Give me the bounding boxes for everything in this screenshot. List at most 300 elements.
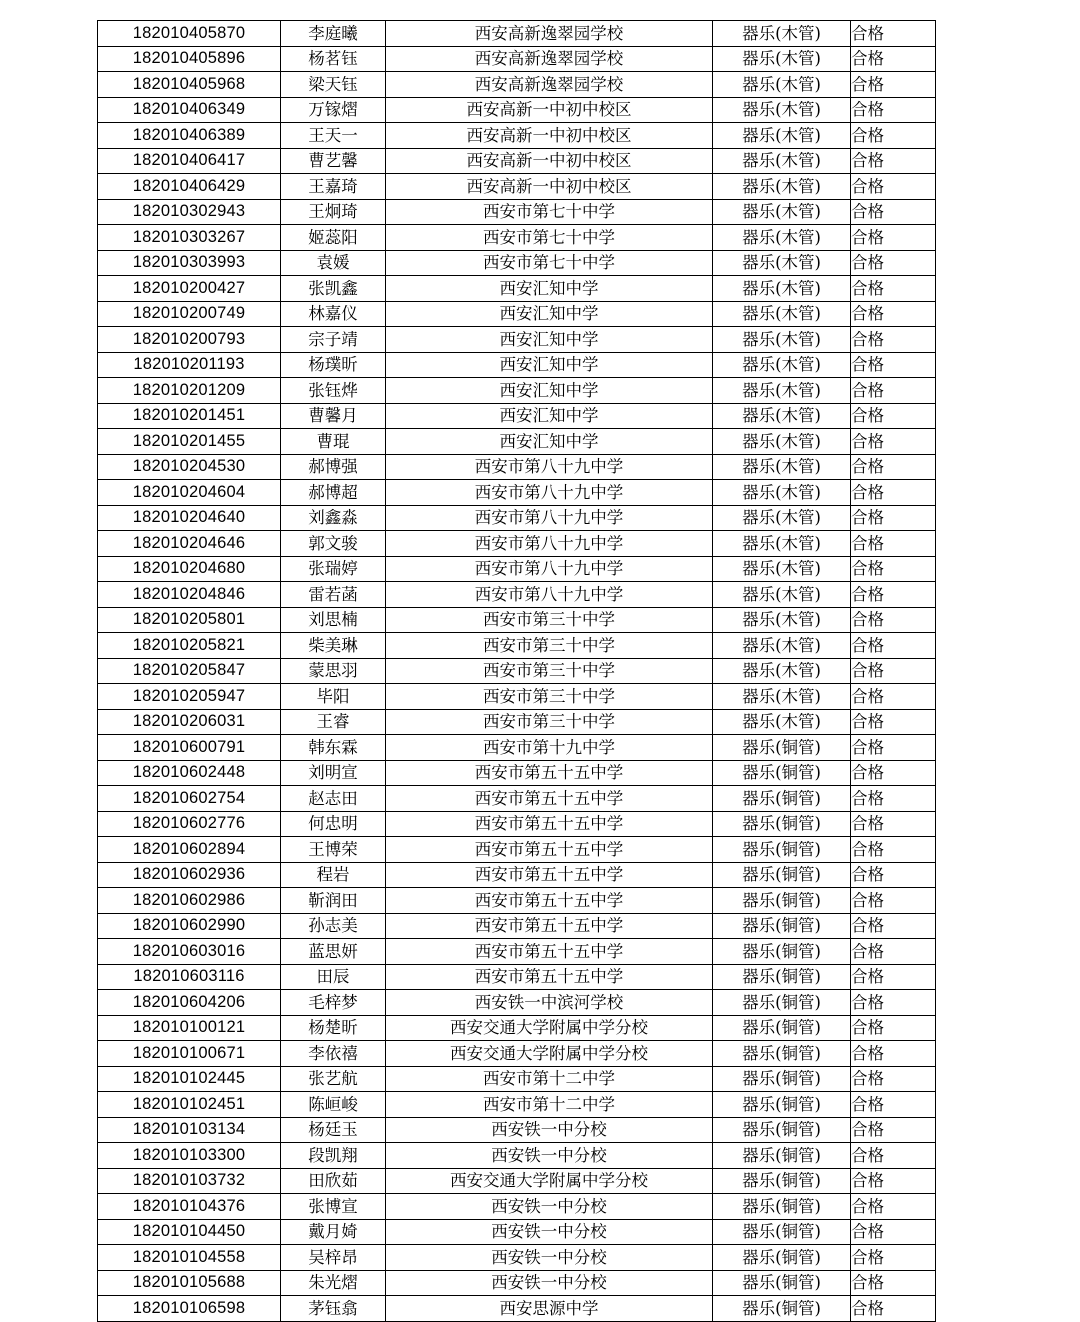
exam-id-cell: 182010103732 <box>98 1168 281 1194</box>
result-cell: 合格 <box>851 276 936 302</box>
exam-id-cell: 182010204604 <box>98 480 281 506</box>
result-cell: 合格 <box>851 454 936 480</box>
table-row <box>98 1117 936 1143</box>
student-name-cell: 张凯鑫 <box>281 276 386 302</box>
student-name-cell: 杨璞昕 <box>281 352 386 378</box>
result-cell: 合格 <box>851 352 936 378</box>
table-row <box>98 760 936 786</box>
category-cell: 器乐(木管) <box>713 21 851 47</box>
table-row <box>98 97 936 123</box>
exam-id-cell: 182010205947 <box>98 684 281 710</box>
result-cell: 合格 <box>851 480 936 506</box>
table-row <box>98 123 936 149</box>
student-name-cell: 曹琨 <box>281 429 386 455</box>
school-cell: 西安高新一中初中校区 <box>386 123 713 149</box>
category-cell: 器乐(木管) <box>713 72 851 98</box>
school-cell: 西安市第七十中学 <box>386 199 713 225</box>
table-row <box>98 888 936 914</box>
school-cell: 西安交通大学附属中学分校 <box>386 1015 713 1041</box>
student-name-cell: 郝博强 <box>281 454 386 480</box>
result-cell: 合格 <box>851 964 936 990</box>
school-cell: 西安市第五十五中学 <box>386 811 713 837</box>
exam-id-cell: 182010303993 <box>98 250 281 276</box>
student-name-cell: 王天一 <box>281 123 386 149</box>
table-row <box>98 1270 936 1296</box>
exam-id-cell: 182010102451 <box>98 1092 281 1118</box>
exam-id-cell: 182010206031 <box>98 709 281 735</box>
student-name-cell: 毛梓梦 <box>281 990 386 1016</box>
school-cell: 西安高新一中初中校区 <box>386 97 713 123</box>
category-cell: 器乐(木管) <box>713 276 851 302</box>
exam-id-cell: 182010602776 <box>98 811 281 837</box>
result-cell: 合格 <box>851 1245 936 1271</box>
result-cell: 合格 <box>851 1296 936 1322</box>
result-cell: 合格 <box>851 633 936 659</box>
table-row <box>98 811 936 837</box>
school-cell: 西安市第五十五中学 <box>386 786 713 812</box>
school-cell: 西安市第三十中学 <box>386 607 713 633</box>
table-row <box>98 505 936 531</box>
category-cell: 器乐(铜管) <box>713 1296 851 1322</box>
category-cell: 器乐(木管) <box>713 327 851 353</box>
result-cell: 合格 <box>851 760 936 786</box>
table-row <box>98 862 936 888</box>
result-cell: 合格 <box>851 1041 936 1067</box>
school-cell: 西安汇知中学 <box>386 429 713 455</box>
result-cell: 合格 <box>851 1117 936 1143</box>
category-cell: 器乐(铜管) <box>713 939 851 965</box>
result-cell: 合格 <box>851 72 936 98</box>
school-cell: 西安铁一中分校 <box>386 1117 713 1143</box>
student-name-cell: 梁天钰 <box>281 72 386 98</box>
table-row <box>98 658 936 684</box>
exam-id-cell: 182010602936 <box>98 862 281 888</box>
table-row <box>98 709 936 735</box>
school-cell: 西安市第八十九中学 <box>386 454 713 480</box>
category-cell: 器乐(木管) <box>713 199 851 225</box>
student-name-cell: 蓝思妍 <box>281 939 386 965</box>
school-cell: 西安市第十九中学 <box>386 735 713 761</box>
category-cell: 器乐(铜管) <box>713 1245 851 1271</box>
result-cell: 合格 <box>851 123 936 149</box>
student-name-cell: 袁媛 <box>281 250 386 276</box>
exam-id-cell: 182010106598 <box>98 1296 281 1322</box>
result-cell: 合格 <box>851 913 936 939</box>
table-row <box>98 735 936 761</box>
exam-id-cell: 182010200427 <box>98 276 281 302</box>
student-name-cell: 林嘉仪 <box>281 301 386 327</box>
results-table <box>97 20 936 1322</box>
result-cell: 合格 <box>851 250 936 276</box>
table-row <box>98 276 936 302</box>
table-row <box>98 225 936 251</box>
student-name-cell: 柴美琳 <box>281 633 386 659</box>
result-cell: 合格 <box>851 1194 936 1220</box>
table-row <box>98 480 936 506</box>
table-row <box>98 403 936 429</box>
table-row <box>98 352 936 378</box>
student-name-cell: 吴梓昂 <box>281 1245 386 1271</box>
table-row <box>98 531 936 557</box>
result-cell: 合格 <box>851 735 936 761</box>
exam-id-cell: 182010104558 <box>98 1245 281 1271</box>
result-cell: 合格 <box>851 1219 936 1245</box>
school-cell: 西安市第五十五中学 <box>386 913 713 939</box>
exam-id-cell: 182010405968 <box>98 72 281 98</box>
table-row <box>98 913 936 939</box>
category-cell: 器乐(木管) <box>713 174 851 200</box>
results-table-body <box>98 21 936 1322</box>
school-cell: 西安思源中学 <box>386 1296 713 1322</box>
result-cell: 合格 <box>851 174 936 200</box>
category-cell: 器乐(铜管) <box>713 888 851 914</box>
category-cell: 器乐(木管) <box>713 709 851 735</box>
student-name-cell: 张艺航 <box>281 1066 386 1092</box>
table-row <box>98 199 936 225</box>
table-row <box>98 556 936 582</box>
result-cell: 合格 <box>851 811 936 837</box>
result-cell: 合格 <box>851 97 936 123</box>
student-name-cell: 赵志田 <box>281 786 386 812</box>
exam-id-cell: 182010103134 <box>98 1117 281 1143</box>
table-row <box>98 964 936 990</box>
school-cell: 西安市第七十中学 <box>386 250 713 276</box>
student-name-cell: 张博宣 <box>281 1194 386 1220</box>
result-cell: 合格 <box>851 429 936 455</box>
result-cell: 合格 <box>851 505 936 531</box>
table-row <box>98 301 936 327</box>
table-row <box>98 1219 936 1245</box>
result-cell: 合格 <box>851 582 936 608</box>
student-name-cell: 段凯翔 <box>281 1143 386 1169</box>
student-name-cell: 王博荣 <box>281 837 386 863</box>
student-name-cell: 张钰烨 <box>281 378 386 404</box>
school-cell: 西安汇知中学 <box>386 352 713 378</box>
category-cell: 器乐(铜管) <box>713 862 851 888</box>
category-cell: 器乐(铜管) <box>713 913 851 939</box>
result-cell: 合格 <box>851 1066 936 1092</box>
exam-id-cell: 182010204680 <box>98 556 281 582</box>
school-cell: 西安市第三十中学 <box>386 684 713 710</box>
school-cell: 西安高新逸翠园学校 <box>386 46 713 72</box>
exam-id-cell: 182010204640 <box>98 505 281 531</box>
exam-id-cell: 182010204646 <box>98 531 281 557</box>
exam-id-cell: 182010201209 <box>98 378 281 404</box>
result-cell: 合格 <box>851 786 936 812</box>
category-cell: 器乐(铜管) <box>713 786 851 812</box>
result-cell: 合格 <box>851 684 936 710</box>
category-cell: 器乐(木管) <box>713 454 851 480</box>
table-row <box>98 837 936 863</box>
exam-id-cell: 182010205847 <box>98 658 281 684</box>
school-cell: 西安高新一中初中校区 <box>386 148 713 174</box>
student-name-cell: 宗子靖 <box>281 327 386 353</box>
result-cell: 合格 <box>851 531 936 557</box>
category-cell: 器乐(木管) <box>713 582 851 608</box>
school-cell: 西安交通大学附属中学分校 <box>386 1168 713 1194</box>
school-cell: 西安市第八十九中学 <box>386 582 713 608</box>
student-name-cell: 杨茗钰 <box>281 46 386 72</box>
student-name-cell: 曹馨月 <box>281 403 386 429</box>
table-row <box>98 1092 936 1118</box>
category-cell: 器乐(木管) <box>713 658 851 684</box>
student-name-cell: 雷若菡 <box>281 582 386 608</box>
exam-id-cell: 182010100671 <box>98 1041 281 1067</box>
table-row <box>98 21 936 47</box>
exam-id-cell: 182010406417 <box>98 148 281 174</box>
table-row <box>98 607 936 633</box>
table-row <box>98 327 936 353</box>
category-cell: 器乐(木管) <box>713 123 851 149</box>
category-cell: 器乐(木管) <box>713 556 851 582</box>
school-cell: 西安市第五十五中学 <box>386 888 713 914</box>
school-cell: 西安市第十二中学 <box>386 1066 713 1092</box>
exam-id-cell: 182010602754 <box>98 786 281 812</box>
result-cell: 合格 <box>851 148 936 174</box>
exam-id-cell: 182010603116 <box>98 964 281 990</box>
result-cell: 合格 <box>851 378 936 404</box>
school-cell: 西安汇知中学 <box>386 403 713 429</box>
school-cell: 西安市第五十五中学 <box>386 862 713 888</box>
result-cell: 合格 <box>851 607 936 633</box>
exam-id-cell: 182010405896 <box>98 46 281 72</box>
student-name-cell: 姬蕊阳 <box>281 225 386 251</box>
result-cell: 合格 <box>851 837 936 863</box>
table-row <box>98 582 936 608</box>
category-cell: 器乐(木管) <box>713 505 851 531</box>
table-row <box>98 454 936 480</box>
table-row <box>98 1066 936 1092</box>
student-name-cell: 靳润田 <box>281 888 386 914</box>
student-name-cell: 何忠明 <box>281 811 386 837</box>
table-row <box>98 1041 936 1067</box>
category-cell: 器乐(木管) <box>713 378 851 404</box>
result-cell: 合格 <box>851 1168 936 1194</box>
category-cell: 器乐(木管) <box>713 531 851 557</box>
exam-id-cell: 182010105688 <box>98 1270 281 1296</box>
table-row <box>98 72 936 98</box>
result-cell: 合格 <box>851 1270 936 1296</box>
category-cell: 器乐(铜管) <box>713 1092 851 1118</box>
student-name-cell: 曹艺馨 <box>281 148 386 174</box>
exam-id-cell: 182010406429 <box>98 174 281 200</box>
category-cell: 器乐(木管) <box>713 301 851 327</box>
exam-id-cell: 182010406389 <box>98 123 281 149</box>
school-cell: 西安市第五十五中学 <box>386 837 713 863</box>
exam-id-cell: 182010602448 <box>98 760 281 786</box>
exam-id-cell: 182010205821 <box>98 633 281 659</box>
exam-id-cell: 182010602990 <box>98 913 281 939</box>
table-row <box>98 250 936 276</box>
table-row <box>98 684 936 710</box>
exam-id-cell: 182010200793 <box>98 327 281 353</box>
school-cell: 西安高新一中初中校区 <box>386 174 713 200</box>
school-cell: 西安市第八十九中学 <box>386 556 713 582</box>
category-cell: 器乐(铜管) <box>713 990 851 1016</box>
table-row <box>98 174 936 200</box>
result-cell: 合格 <box>851 327 936 353</box>
category-cell: 器乐(木管) <box>713 429 851 455</box>
table-row <box>98 939 936 965</box>
category-cell: 器乐(木管) <box>713 250 851 276</box>
exam-id-cell: 182010100121 <box>98 1015 281 1041</box>
category-cell: 器乐(木管) <box>713 97 851 123</box>
student-name-cell: 刘明宣 <box>281 760 386 786</box>
result-cell: 合格 <box>851 1092 936 1118</box>
school-cell: 西安铁一中分校 <box>386 1194 713 1220</box>
table-row <box>98 46 936 72</box>
category-cell: 器乐(铜管) <box>713 1194 851 1220</box>
exam-id-cell: 182010102445 <box>98 1066 281 1092</box>
exam-id-cell: 182010406349 <box>98 97 281 123</box>
school-cell: 西安市第十二中学 <box>386 1092 713 1118</box>
school-cell: 西安汇知中学 <box>386 276 713 302</box>
exam-id-cell: 182010603016 <box>98 939 281 965</box>
category-cell: 器乐(铜管) <box>713 1015 851 1041</box>
exam-id-cell: 182010104450 <box>98 1219 281 1245</box>
result-cell: 合格 <box>851 888 936 914</box>
school-cell: 西安铁一中分校 <box>386 1219 713 1245</box>
exam-id-cell: 182010600791 <box>98 735 281 761</box>
result-cell: 合格 <box>851 862 936 888</box>
student-name-cell: 万镓熠 <box>281 97 386 123</box>
school-cell: 西安铁一中分校 <box>386 1270 713 1296</box>
school-cell: 西安交通大学附属中学分校 <box>386 1041 713 1067</box>
result-cell: 合格 <box>851 709 936 735</box>
exam-id-cell: 182010201455 <box>98 429 281 455</box>
result-cell: 合格 <box>851 21 936 47</box>
student-name-cell: 刘鑫淼 <box>281 505 386 531</box>
school-cell: 西安汇知中学 <box>386 327 713 353</box>
student-name-cell: 戴月婍 <box>281 1219 386 1245</box>
result-cell: 合格 <box>851 403 936 429</box>
student-name-cell: 李庭曦 <box>281 21 386 47</box>
student-name-cell: 张瑞婷 <box>281 556 386 582</box>
student-name-cell: 孙志美 <box>281 913 386 939</box>
school-cell: 西安市第五十五中学 <box>386 760 713 786</box>
table-row <box>98 1168 936 1194</box>
category-cell: 器乐(铜管) <box>713 1219 851 1245</box>
exam-id-cell: 182010405870 <box>98 21 281 47</box>
exam-id-cell: 182010602894 <box>98 837 281 863</box>
exam-id-cell: 182010204530 <box>98 454 281 480</box>
category-cell: 器乐(木管) <box>713 225 851 251</box>
category-cell: 器乐(铜管) <box>713 1041 851 1067</box>
category-cell: 器乐(铜管) <box>713 735 851 761</box>
result-cell: 合格 <box>851 225 936 251</box>
school-cell: 西安市第五十五中学 <box>386 939 713 965</box>
exam-id-cell: 182010204846 <box>98 582 281 608</box>
category-cell: 器乐(木管) <box>713 352 851 378</box>
school-cell: 西安市第五十五中学 <box>386 964 713 990</box>
student-name-cell: 田辰 <box>281 964 386 990</box>
table-row <box>98 148 936 174</box>
exam-id-cell: 182010201193 <box>98 352 281 378</box>
category-cell: 器乐(木管) <box>713 148 851 174</box>
student-name-cell: 韩东霖 <box>281 735 386 761</box>
school-cell: 西安市第三十中学 <box>386 658 713 684</box>
school-cell: 西安高新逸翠园学校 <box>386 72 713 98</box>
student-name-cell: 杨廷玉 <box>281 1117 386 1143</box>
result-cell: 合格 <box>851 990 936 1016</box>
student-name-cell: 王睿 <box>281 709 386 735</box>
school-cell: 西安市第八十九中学 <box>386 505 713 531</box>
result-cell: 合格 <box>851 1143 936 1169</box>
exam-id-cell: 182010302943 <box>98 199 281 225</box>
table-row <box>98 786 936 812</box>
school-cell: 西安市第八十九中学 <box>386 480 713 506</box>
student-name-cell: 刘思楠 <box>281 607 386 633</box>
category-cell: 器乐(铜管) <box>713 837 851 863</box>
result-cell: 合格 <box>851 939 936 965</box>
category-cell: 器乐(木管) <box>713 480 851 506</box>
school-cell: 西安市第三十中学 <box>386 709 713 735</box>
exam-id-cell: 182010200749 <box>98 301 281 327</box>
student-name-cell: 郝博超 <box>281 480 386 506</box>
category-cell: 器乐(木管) <box>713 684 851 710</box>
table-row <box>98 1194 936 1220</box>
school-cell: 西安高新逸翠园学校 <box>386 21 713 47</box>
student-name-cell: 朱光熠 <box>281 1270 386 1296</box>
table-row <box>98 429 936 455</box>
category-cell: 器乐(木管) <box>713 403 851 429</box>
exam-id-cell: 182010205801 <box>98 607 281 633</box>
school-cell: 西安市第八十九中学 <box>386 531 713 557</box>
category-cell: 器乐(铜管) <box>713 1066 851 1092</box>
category-cell: 器乐(铜管) <box>713 964 851 990</box>
result-cell: 合格 <box>851 301 936 327</box>
school-cell: 西安市第三十中学 <box>386 633 713 659</box>
school-cell: 西安铁一中滨河学校 <box>386 990 713 1016</box>
result-cell: 合格 <box>851 658 936 684</box>
category-cell: 器乐(铜管) <box>713 811 851 837</box>
category-cell: 器乐(铜管) <box>713 1143 851 1169</box>
school-cell: 西安汇知中学 <box>386 378 713 404</box>
exam-id-cell: 182010103300 <box>98 1143 281 1169</box>
exam-id-cell: 182010604206 <box>98 990 281 1016</box>
student-name-cell: 陈峘峻 <box>281 1092 386 1118</box>
exam-id-cell: 182010303267 <box>98 225 281 251</box>
table-row <box>98 990 936 1016</box>
category-cell: 器乐(木管) <box>713 46 851 72</box>
student-name-cell: 茅钰翕 <box>281 1296 386 1322</box>
result-cell: 合格 <box>851 556 936 582</box>
student-name-cell: 程岩 <box>281 862 386 888</box>
student-name-cell: 李依禧 <box>281 1041 386 1067</box>
result-cell: 合格 <box>851 46 936 72</box>
table-row <box>98 633 936 659</box>
student-name-cell: 杨楚昕 <box>281 1015 386 1041</box>
student-name-cell: 王炯琦 <box>281 199 386 225</box>
table-row <box>98 1245 936 1271</box>
student-name-cell: 蒙思羽 <box>281 658 386 684</box>
exam-id-cell: 182010104376 <box>98 1194 281 1220</box>
exam-id-cell: 182010201451 <box>98 403 281 429</box>
category-cell: 器乐(铜管) <box>713 1168 851 1194</box>
result-cell: 合格 <box>851 1015 936 1041</box>
school-cell: 西安市第七十中学 <box>386 225 713 251</box>
table-row <box>98 1015 936 1041</box>
result-cell: 合格 <box>851 199 936 225</box>
category-cell: 器乐(木管) <box>713 607 851 633</box>
exam-id-cell: 182010602986 <box>98 888 281 914</box>
table-row <box>98 1143 936 1169</box>
school-cell: 西安汇知中学 <box>386 301 713 327</box>
student-name-cell: 王嘉琦 <box>281 174 386 200</box>
category-cell: 器乐(木管) <box>713 633 851 659</box>
category-cell: 器乐(铜管) <box>713 1117 851 1143</box>
table-row <box>98 1296 936 1322</box>
